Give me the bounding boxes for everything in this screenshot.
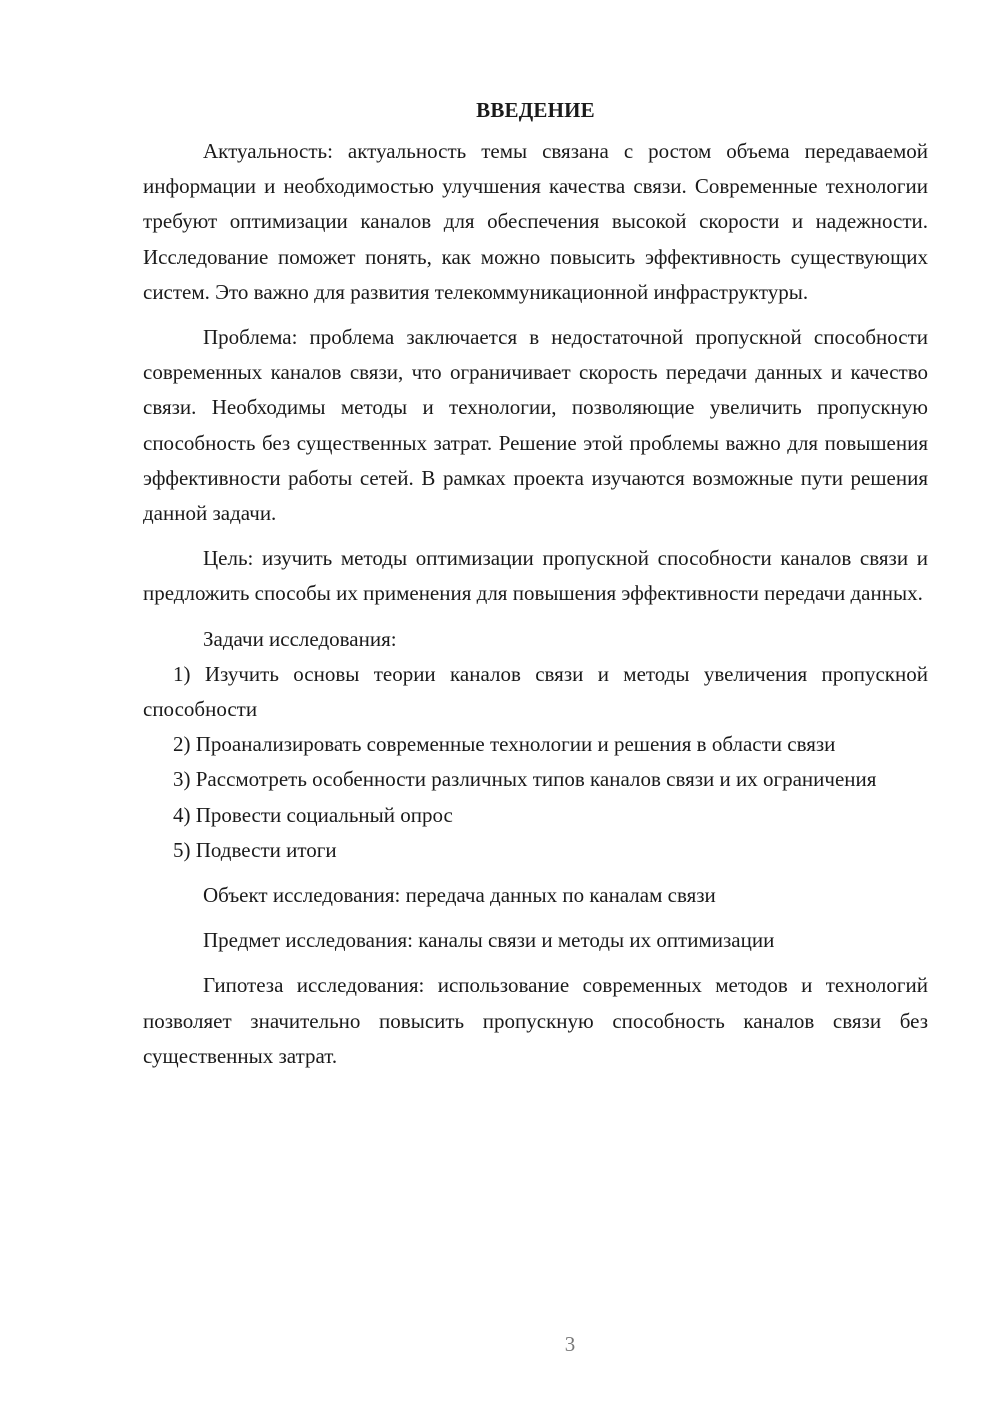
page-content — [143, 93, 928, 1074]
task-item-3: 3) Рассмотреть особенности различных типов каналов связи и их ограничения — [173, 767, 877, 792]
page-number: 3 — [564, 1332, 576, 1356]
paragraph-hypothesis: Гипотеза исследования: использование современных методов и технологий позволяет значительно повысить пропускную способность каналов связи без существенных затрат. — [143, 973, 928, 1068]
paragraph-subject: Предмет исследования: каналы связи и методы их оптимизации — [203, 928, 775, 953]
tasks-heading: Задачи исследования: — [203, 626, 397, 651]
task-item-2: 2) Проанализировать современные технологии и решения в области связи — [173, 732, 836, 757]
task-item-5: 5) Подвести итоги — [173, 837, 337, 862]
paragraph-problem: Проблема: проблема заключается в недостаточной пропускной способности современных каналов связи, что ограничивает скорость передачи данных и качество связи. Необходимы методы и технологии, позволяющие увеличить пропускную способность без существенных затрат. Решение этой проблемы важно для повышения эффективности работы сетей. В рамках проекта изучаются возможные пути решения данной задачи. — [143, 325, 928, 526]
task-item-1: 1) Изучить основы теории каналов связи и методы увеличения пропускной способности — [143, 661, 928, 722]
section-heading: ВВЕДЕНИЕ — [476, 98, 595, 122]
paragraph-relevance: Актуальность: актуальность темы связана с ростом объема передаваемой информации и необходимостью улучшения качества связи. Современные технологии требуют оптимизации каналов для обеспечения высокой скорости и надежности. Исследование поможет понять, как можно повысить эффективность существующих систем. Это важно для развития телекоммуникационной инфраструктуры. — [143, 139, 928, 304]
paragraph-object: Объект исследования: передача данных по каналам связи — [203, 883, 716, 908]
paragraph-goal: Цель: изучить методы оптимизации пропускной способности каналов связи и предложить способы их применения для повышения эффективности передачи данных. — [143, 546, 928, 606]
task-item-4: 4) Провести социальный опрос — [173, 802, 453, 827]
